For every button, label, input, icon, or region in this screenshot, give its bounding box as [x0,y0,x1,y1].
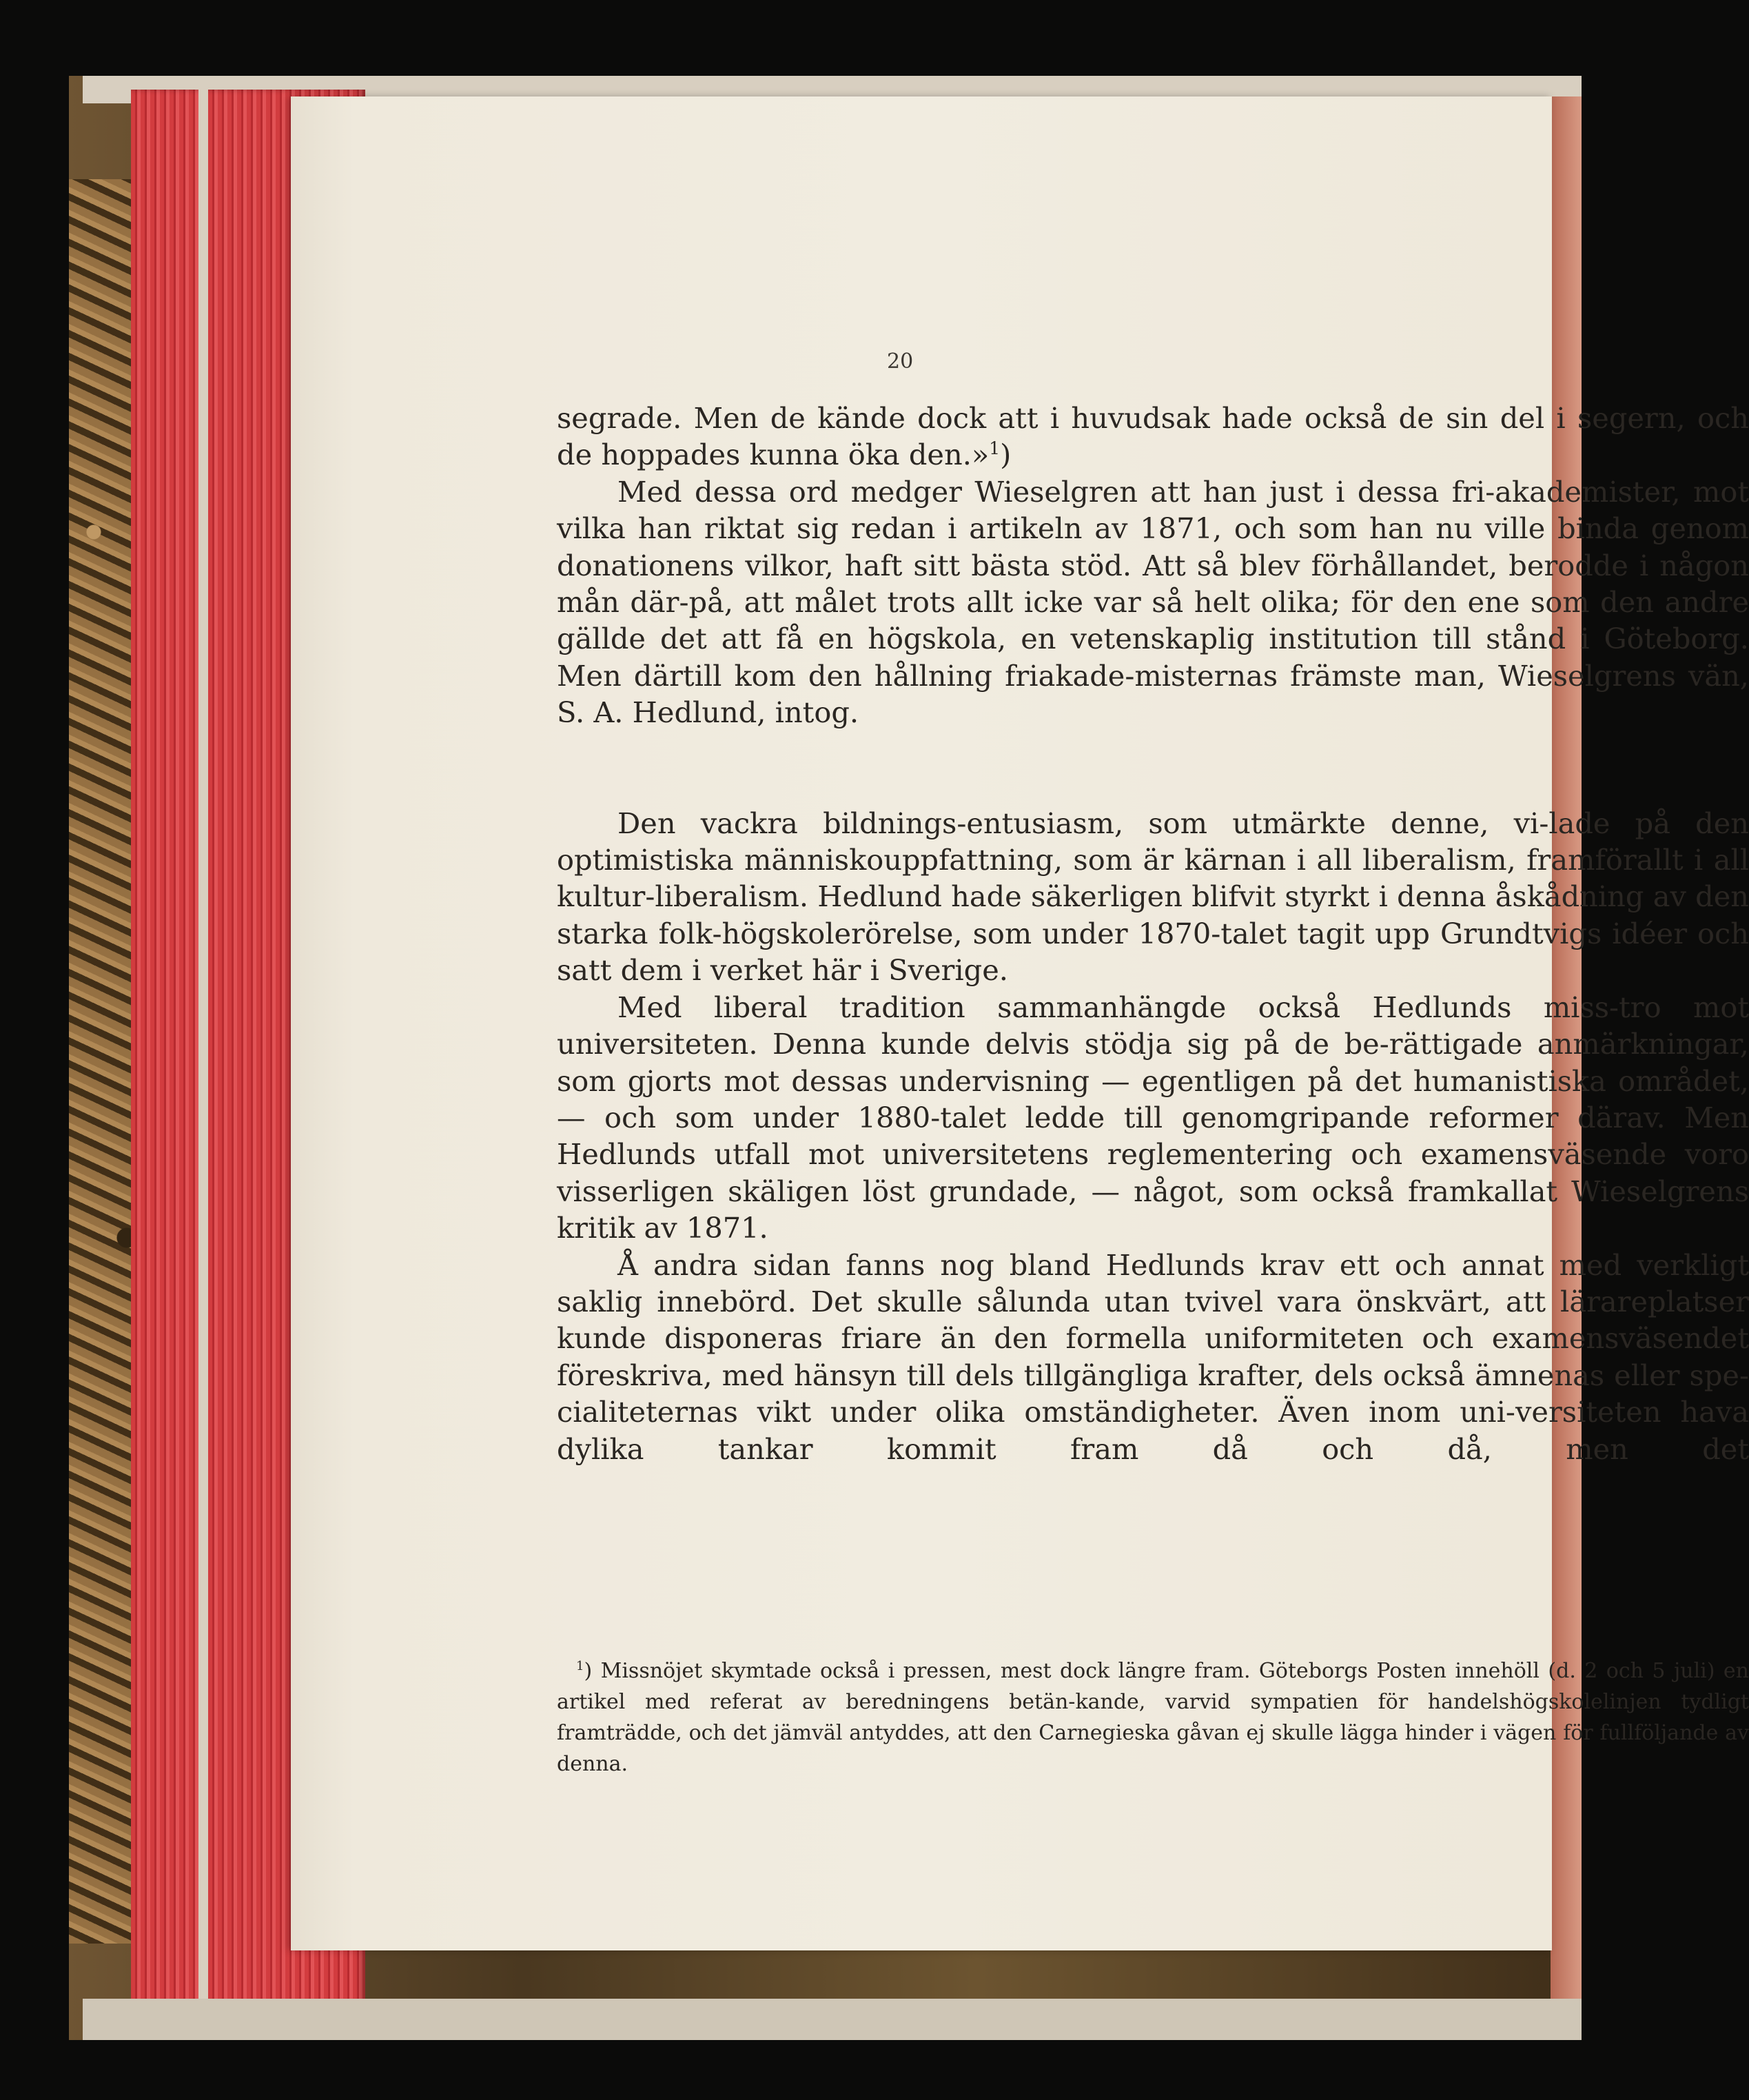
footnote [557,1655,1749,1780]
page-number: 20 [887,349,914,374]
body-text [557,400,1749,1467]
footnote-text: Missnöjet skymtade också i pressen, mest dock längre fram. Göteborgs Posten innehöll (d. 2 och 5 juli) en artikel med referat av beredningens betän-kande, varvid sympatien för handelshögskolelinjen tydligt framträdde, och det jämväl antyddes, att den Carnegieska gåvan ej skulle lägga hinder i vägen för fullföljande av denna. [557,1659,1749,1776]
book-page [291,96,1749,1950]
footnote-reference: 1 [989,438,1001,459]
book-board-bottom [83,1999,1582,2040]
paragraph: Med liberal tradition sammanhängde också Hedlunds miss-tro mot universiteten. Denna kunde delvis stödja sig på de be-rättigade anmärkningar, som gjorts mot dessas undervisning — egentligen på det humanistiska området, — och som under 1880-talet ledde till genomgripande reformer därav. Men Hedlunds utfall mot universitetens reglementering och examensväsende voro visserligen skäligen löst grundade, — något, som också framkallat Wieselgrens kritik av 1871. [557,990,1749,1245]
paragraph: Den vackra bildnings-entusiasm, som utmärkte denne, vi-lade på den optimistiska människouppfattning, som är kärnan i all liberalism, framförallt i all kultur-liberalism. Hedlund hade säkerligen blifvit styrkt i denna åskådning av den starka folk-högskolerörelse, som under 1870-talet tagit upp Grundtvigs idéer och satt dem i verket här i Sverige. [557,806,1749,988]
paragraph-gap [557,731,1749,805]
footnote-marker-paren: ) [584,1659,593,1683]
paragraph-text: segrade. Men de kände dock att i huvudsak hade också de sin del i segern, och de hoppades kunna öka den.» [557,401,1749,472]
paragraph [557,400,1749,473]
footnotes [557,1655,1749,1780]
page-edge-gap [198,90,208,2012]
paragraph: Med dessa ord medger Wieselgren att han just i dessa fri-akademister, mot vilka han riktat sig redan i artikeln av 1871, och som han nu ville binda genom donationens vilkor, haft sitt bästa stöd. Att så blev förhållandet, berodde i någon mån där-på, att målet trots allt icke var så helt olika; för den ene som den andre gällde det att få en högskola, en vetenskaplig institution till stånd i Göteborg. Men därtill kom den hållning friakade-misternas främste man, Wieselgrens vän, S. A. Hedlund, intog. [557,474,1749,730]
footnote-marker: 1 [576,1659,584,1673]
footnote-reference-paren: ) [1000,438,1012,472]
paragraph: Å andra sidan fanns nog bland Hedlunds krav ett och annat med verkligt saklig innebörd. Det skulle sålunda utan tvivel vara önskvärt, att lärareplatser kunde disponeras friare än den formella uniformiteten och examensväsendet föreskriva, med hänsyn till dels tillgängliga krafter, dels också ämnenas eller spe-cialiteternas vikt under olika omständigheter. Även inom uni-versiteten hava dylika tankar kommit fram då och då, men det [557,1247,1749,1466]
